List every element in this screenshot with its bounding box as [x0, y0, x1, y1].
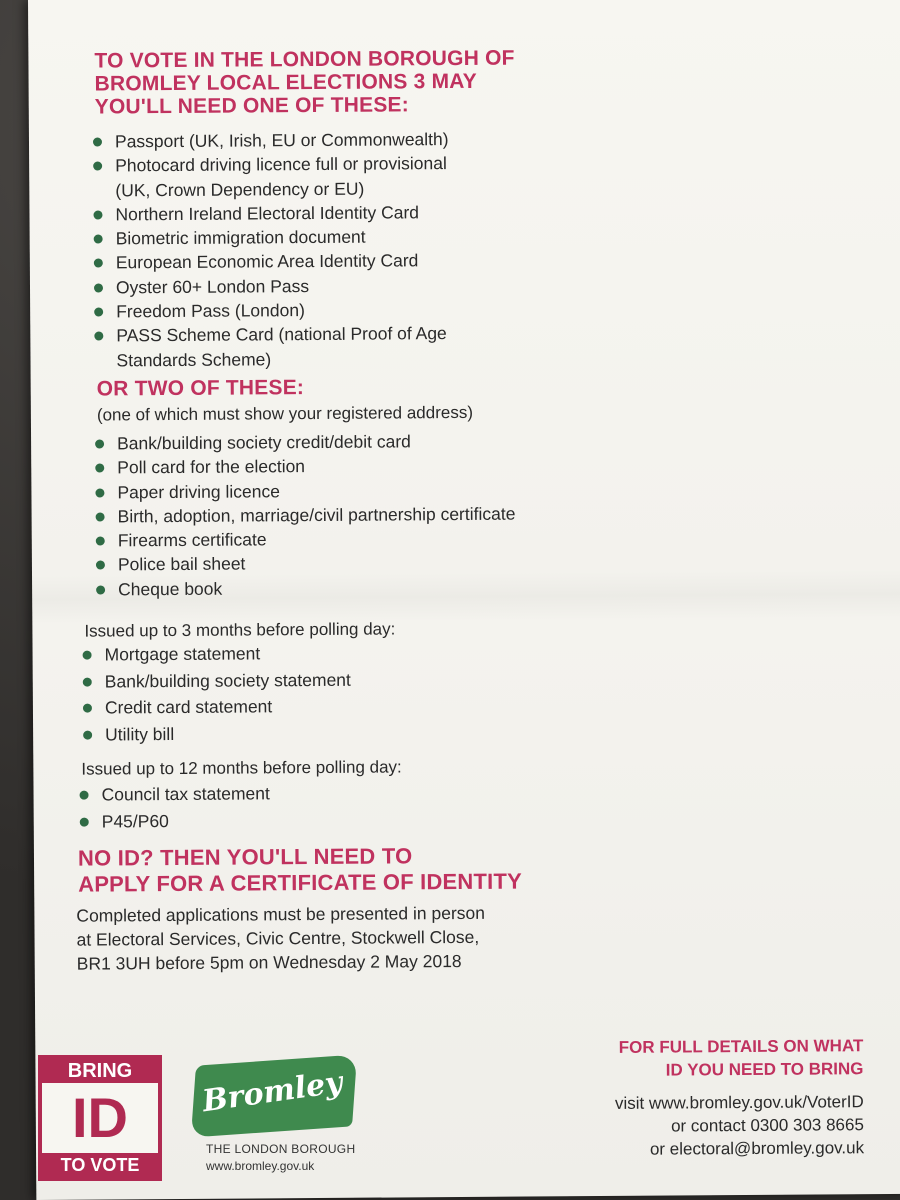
bullet-icon	[93, 137, 102, 146]
logo-top-text: BRING	[42, 1059, 158, 1083]
list-item: PASS Scheme Card (national Proof of Age	[94, 321, 450, 348]
bullet-icon	[83, 651, 92, 660]
list-item-continuation: (UK, Crown Dependency or EU)	[115, 178, 365, 200]
list-item: Oyster 60+ London Pass	[94, 273, 450, 300]
heading-line: YOU'LL NEED ONE OF THESE:	[94, 93, 409, 119]
list-item: Mortgage statement	[82, 640, 350, 668]
list-item: Freedom Pass (London)	[94, 297, 450, 324]
bullet-icon	[95, 439, 104, 448]
section3-paragraph	[76, 901, 485, 976]
list-item: Credit card statement	[83, 693, 351, 721]
heading-line: APPLY FOR A CERTIFICATE OF IDENTITY	[78, 868, 523, 897]
sub2-list	[79, 780, 270, 834]
bullet-icon	[94, 235, 103, 244]
section2-note: (one of which must show your registered address)	[96, 402, 474, 425]
list-item: Council tax statement	[79, 780, 269, 808]
bullet-icon	[80, 791, 89, 800]
contact-website: visit www.bromley.gov.uk/VoterID	[614, 1092, 864, 1113]
heading-line: BROMLEY LOCAL ELECTIONS 3 MAY	[94, 69, 477, 96]
list-item: P45/P60	[80, 807, 270, 835]
heading-line: TO VOTE IN THE LONDON BOROUGH OF	[94, 46, 515, 73]
list-item: Poll card for the election	[95, 453, 515, 480]
bromley-logo	[188, 1060, 368, 1190]
bullet-icon	[94, 308, 103, 317]
bromley-wordmark: Bromley	[200, 1065, 345, 1120]
bullet-icon	[83, 677, 92, 686]
bromley-subtitle: THE LONDON BOROUGH	[206, 1142, 356, 1156]
heading-line: NO ID? THEN YOU'LL NEED TO	[77, 843, 413, 871]
sub2-label: Issued up to 12 months before polling day:	[81, 757, 402, 779]
list-item: European Economic Area Identity Card	[94, 249, 450, 276]
list-item-continuation: Standards Scheme)	[116, 348, 272, 371]
list-item: Photocard driving licence full or provisional	[93, 151, 449, 178]
logo-bottom-text: TO VOTE	[42, 1153, 158, 1177]
bullet-icon	[95, 488, 104, 497]
list-item: Northern Ireland Electoral Identity Card	[93, 200, 449, 227]
section2-list	[95, 429, 516, 602]
paragraph-line: Completed applications must be presented in person	[76, 902, 486, 926]
bullet-icon	[94, 259, 103, 268]
bullet-icon	[96, 585, 105, 594]
logo-frame	[38, 1055, 162, 1181]
list-item: Bank/building society statement	[83, 666, 351, 694]
bromley-url: www.bromley.gov.uk	[206, 1159, 315, 1173]
bullet-icon	[93, 162, 102, 171]
list-item: Firearms certificate	[96, 526, 516, 553]
sub1-list	[82, 640, 351, 748]
section1-list	[93, 127, 450, 372]
paragraph-line: at Electoral Services, Civic Centre, Stockwell Close,	[76, 926, 480, 950]
bullet-icon	[93, 210, 102, 219]
list-item: Bank/building society credit/debit card	[95, 429, 515, 456]
bullet-icon	[96, 512, 105, 521]
section3-heading	[78, 843, 522, 898]
leaflet	[28, 0, 900, 1200]
list-item: Paper driving licence	[95, 477, 515, 504]
bullet-icon	[94, 332, 103, 341]
list-item: Biometric immigration document	[94, 224, 450, 251]
bullet-icon	[96, 561, 105, 570]
sub1-label: Issued up to 3 months before polling day:	[84, 619, 396, 641]
contact-email: or electoral@bromley.gov.uk	[649, 1138, 865, 1159]
bullet-icon	[83, 704, 92, 713]
bullet-icon	[83, 730, 92, 739]
bullet-icon	[94, 283, 103, 292]
logo-id-text: ID	[72, 1086, 128, 1149]
contact-block	[614, 1034, 864, 1161]
bring-id-to-vote-logo	[38, 1055, 160, 1183]
section1-heading	[94, 47, 515, 119]
list-item: Police bail sheet	[96, 550, 516, 577]
contact-heading-line: ID YOU NEED TO BRING	[665, 1059, 864, 1080]
contact-phone: or contact 0300 303 8665	[670, 1115, 864, 1136]
list-item: Birth, adoption, marriage/civil partnership certificate	[96, 502, 516, 529]
bullet-icon	[80, 817, 89, 826]
list-item: Utility bill	[83, 719, 351, 747]
list-item: Cheque book	[96, 574, 516, 601]
paragraph-line: BR1 3UH before 5pm on Wednesday 2 May 2018	[76, 950, 462, 974]
section2-heading: OR TWO OF THESE:	[96, 376, 305, 401]
bullet-icon	[96, 537, 105, 546]
bullet-icon	[95, 464, 104, 473]
list-item: Passport (UK, Irish, EU or Commonwealth)	[93, 127, 449, 154]
contact-heading-line: FOR FULL DETAILS ON WHAT	[618, 1036, 864, 1057]
